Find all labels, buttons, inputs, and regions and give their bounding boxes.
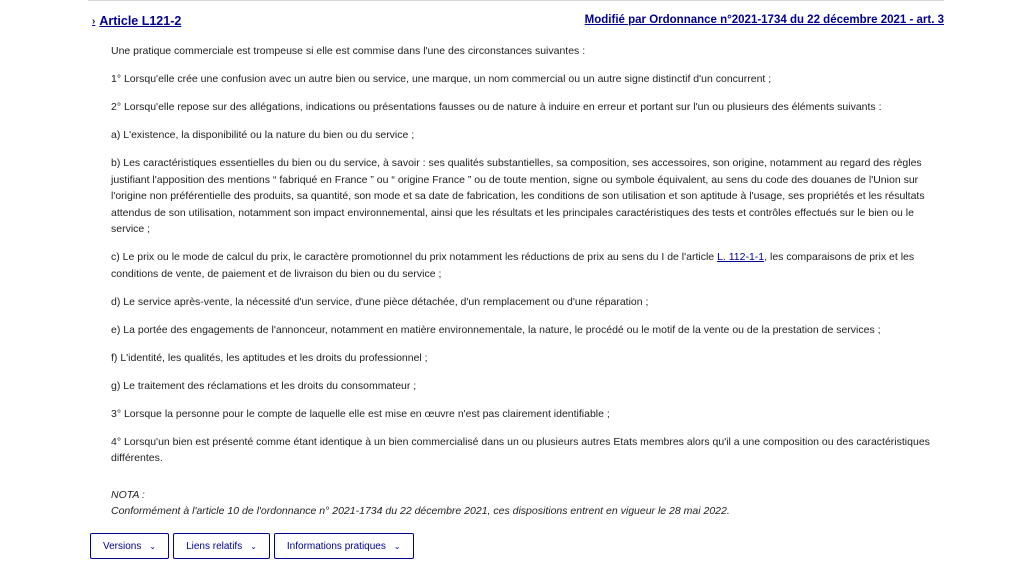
article-body [111, 43, 940, 520]
nota-text: Conformément à l'article 10 de l'ordonnance n° 2021-1734 du 22 décembre 2021, ces dispositions entrent en vigueur le 28 mai 2022. [111, 505, 730, 517]
chevron-down-icon: ⌄ [149, 541, 157, 551]
paragraph-c: c) Le prix ou le mode de calcul du prix, le caractère promotionnel du prix notamment les réductions de prix au sens du I de l'article L. 112-1-1, les comparaisons de prix et les conditions de vente, de paiement et de livraison du bien ou du service ; [111, 251, 915, 280]
paragraph-g: g) Le traitement des réclamations et les droits du consommateur ; [111, 379, 417, 392]
paragraph-1: 1° Lorsqu'elle crée une confusion avec un autre bien ou service, une marque, un nom commercial ou un autre signe distinctif d'un concurrent ; [111, 73, 772, 85]
modification-link[interactable]: Modifié par Ordonnance n°2021-1734 du 22 décembre 2021 - art. 3 [584, 14, 944, 26]
chevron-right-icon: › [92, 15, 96, 27]
related-links-button[interactable] [173, 533, 270, 559]
versions-button[interactable] [90, 533, 169, 559]
chevron-down-icon: ⌄ [393, 541, 401, 551]
practical-info-button[interactable] [274, 533, 414, 559]
paragraph-2: 2° Lorsqu'elle repose sur des allégations, indications ou présentations fausses ou de nature à induire en erreur et portant sur l'un ou plusieurs des éléments suivants : [111, 101, 882, 113]
versions-button-label: Versions [103, 540, 142, 552]
article-title-link[interactable] [92, 14, 181, 28]
paragraph-a: a) L'existence, la disponibilité ou la nature du bien ou du service ; [111, 129, 415, 141]
paragraph-4: 4° Lorsqu'un bien est présenté comme étant identique à un bien commercialisé dans un ou plusieurs autres Etats membres alors qu'il a une composition ou des caractéristiques différentes. [111, 435, 930, 464]
action-buttons [90, 533, 414, 559]
paragraph-f: f) L'identité, les qualités, les aptitudes et les droits du professionnel ; [111, 351, 428, 364]
chevron-down-icon: ⌄ [250, 541, 257, 551]
nota-section [111, 487, 940, 520]
nota-label: NOTA : [111, 488, 145, 501]
paragraph-3: 3° Lorsque la personne pour le compte de laquelle elle est mise en œuvre n'est pas clairement identifiable ; [111, 407, 610, 420]
paragraph-intro: Une pratique commerciale est trompeuse si elle est commise dans l'une des circonstances suivantes : [111, 45, 586, 57]
practical-info-button-label: Informations pratiques [286, 540, 386, 552]
article-title[interactable]: Article L121-2 [99, 14, 182, 28]
article-header [92, 14, 944, 32]
top-divider [88, 0, 944, 1]
paragraph-b: b) Les caractéristiques essentielles du bien ou du service, à savoir : ses qualités substantielles, sa composition, ses accessoires, son origine, notamment au regard des règles justifiant l'apposition des mentions “ fabriqué en France ” ou “ origine France ” ou de toute mention, signe ou symbole équivalent, au sens du code des douanes de l'Union sur l'origine non préférentielle des produits, sa quantité, son mode et sa date de fabrication, les conditions de son utilisation et son aptitude à l'usage, ses propriétés et les résultats attendus de son utilisation, notamment son impact environnemental, ainsi que les résultats et les principales caractéristiques des tests et contrôles effectués sur le bien ou le service ; [111, 157, 925, 235]
related-links-button-label: Liens relatifs [186, 540, 243, 552]
paragraph-e: e) La portée des engagements de l'annonceur, notamment en matière environnementale, la nature, le procédé ou le motif de la vente ou de la prestation de services ; [111, 323, 881, 336]
article-reference-link[interactable]: L. 112-1-1 [717, 251, 765, 263]
paragraph-d: d) Le service après-vente, la nécessité d'un service, d'une pièce détachée, d'un remplacement ou d'une réparation ; [111, 295, 649, 308]
